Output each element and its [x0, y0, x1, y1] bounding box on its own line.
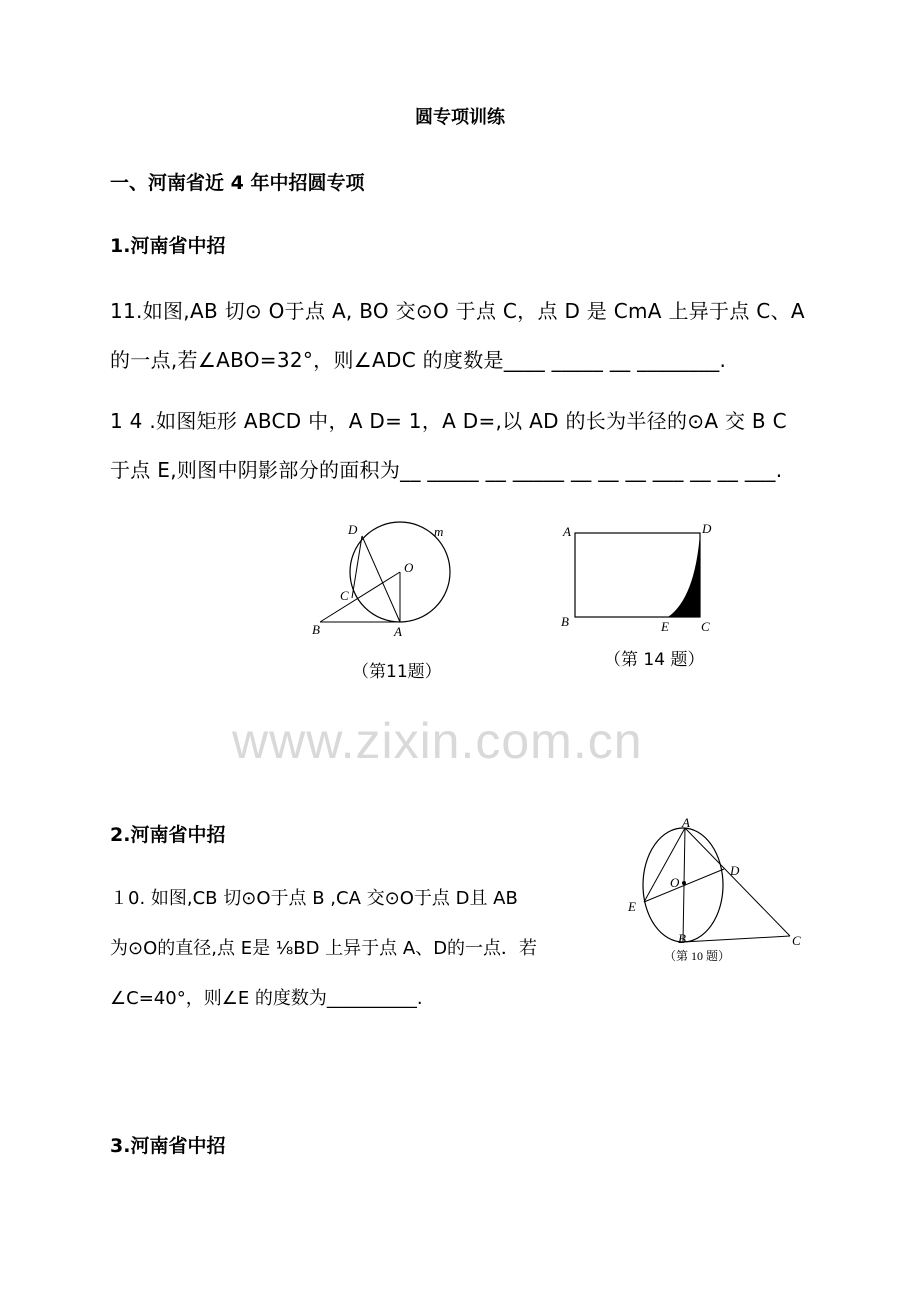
label-e: E: [628, 899, 636, 914]
label-c: C: [701, 619, 710, 634]
label-e: E: [661, 619, 669, 634]
center-point: [682, 881, 686, 885]
label-a: A: [682, 815, 690, 830]
q10-line2: 为⊙O的直径,点 E是 ⅛BD 上异于点 A、D的一点．若: [110, 938, 538, 959]
figure-14: [555, 518, 725, 638]
shaded-region: [668, 533, 700, 617]
q10-line3: ∠C=40°，则∠E 的度数为__________.: [110, 988, 423, 1009]
section-heading-1: 一、河南省近 4 年中招圆专项: [110, 172, 365, 194]
q14-line2: 于点 E,则图中阴影部分的面积为__ _____ __ _____ __ __ __ ___ __ __ ___.: [110, 458, 783, 482]
figure-11: [300, 510, 470, 645]
subheading-3: 3.河南省中招: [110, 1135, 226, 1157]
subheading-2: 2.河南省中招: [110, 824, 226, 846]
label-a: A: [563, 524, 571, 539]
segment-ae: [644, 828, 685, 902]
segment-dc: [352, 536, 362, 598]
label-a: A: [394, 624, 402, 639]
q11-line2: 的一点,若∠ABO=32°，则∠ADC 的度数是____ _____ __ ________.: [110, 348, 727, 372]
subheading-1: 1.河南省中招: [110, 235, 226, 257]
label-o: O: [670, 875, 680, 890]
segment-ac: [685, 828, 790, 936]
fig11-caption: （第11题）: [352, 662, 442, 682]
segment-bo: [320, 572, 400, 622]
label-m: m: [434, 524, 444, 539]
label-d: D: [348, 522, 358, 537]
segment-da: [362, 536, 400, 622]
label-d: D: [702, 521, 712, 536]
label-b: B: [312, 622, 320, 637]
label-c: C: [340, 588, 349, 603]
label-b: B: [678, 931, 686, 946]
label-c: C: [792, 933, 801, 948]
watermark: www.zixin.com.cn: [232, 713, 643, 769]
q14-line1: 1 4 .如图矩形 ABCD 中，A D= 1，A D=,以 AD 的长为半径的⊙A 交 B C: [110, 409, 787, 433]
label-b: B: [561, 614, 569, 629]
q10-line1: １0. 如图,CB 切⊙O于点 B ,CA 交⊙O于点 D且 AB: [110, 888, 518, 909]
fig14-caption: （第 14 题）: [604, 650, 705, 670]
q11-line1: 11.如图,AB 切⊙ O于点 A, BO 交⊙O 于点 C，点 D 是 CmA 上异于点 C、A: [110, 299, 805, 323]
label-d: D: [730, 863, 740, 878]
figure-10: [620, 815, 815, 965]
page-title: 圆专项训练: [415, 107, 505, 128]
fig10-caption: （第 10 题）: [664, 949, 731, 963]
label-o: O: [404, 560, 414, 575]
